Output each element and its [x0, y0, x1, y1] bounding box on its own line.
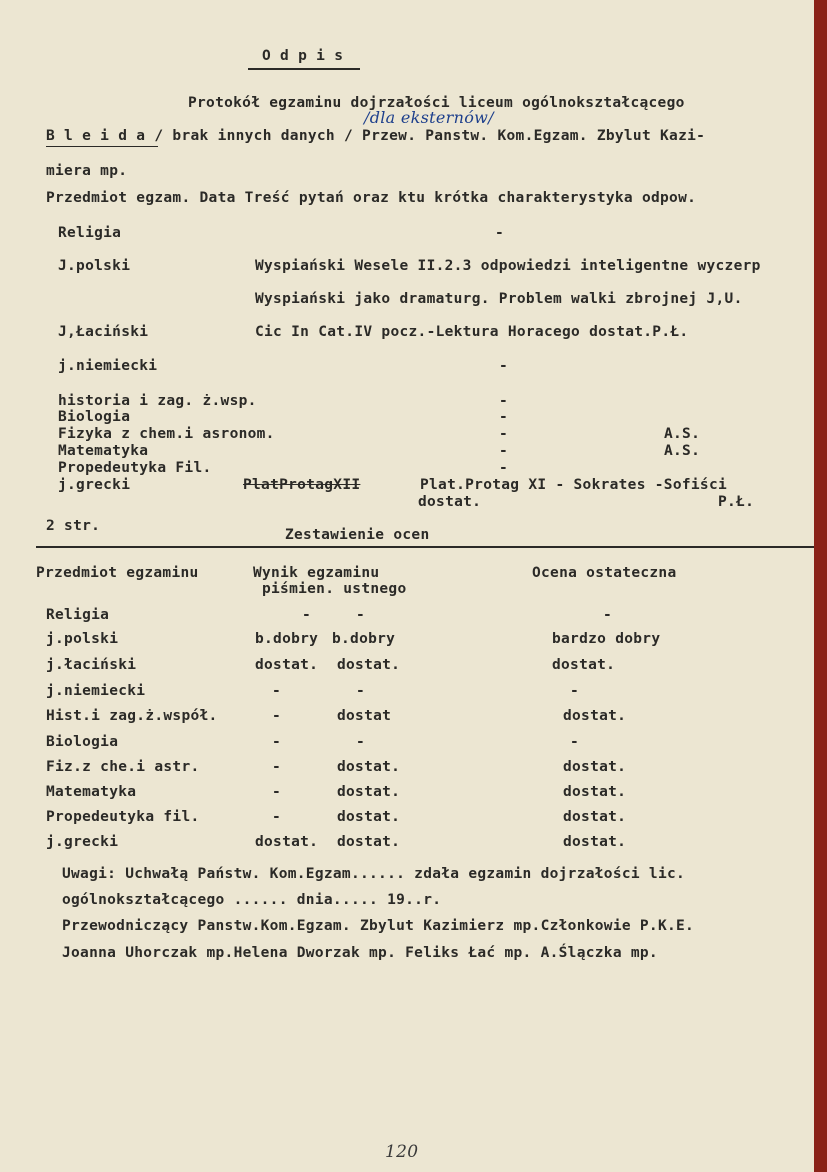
grade-final: dostat. — [563, 809, 627, 825]
exam-row-subject: J,Łaciński — [58, 324, 149, 340]
grades-header-subject: Przedmiot egzaminu — [36, 565, 199, 581]
remarks-line: Joanna Uhorczak mp.Helena Dworzak mp. Feliks Łać mp. A.Ślączka mp. — [62, 945, 658, 961]
grade-subject: j.niemiecki — [46, 683, 146, 699]
page-marker: 2 str. — [46, 518, 101, 534]
grade-written: - — [272, 759, 282, 775]
grades-header-result: Wynik egzaminu — [253, 565, 380, 581]
grade-oral: dostat — [337, 708, 392, 724]
exam-row-content: - — [499, 426, 509, 442]
grade-written: dostat. — [255, 657, 319, 673]
grade-written: - — [302, 607, 312, 623]
exam-row-content: Plat.Protag XI - Sokrates -Sofiści — [420, 477, 728, 493]
grade-written: - — [272, 734, 282, 750]
grade-subject: j.grecki — [46, 834, 119, 850]
section-title: Zestawienie ocen — [285, 527, 430, 543]
grade-written: b.dobry — [255, 631, 319, 647]
header-line-2: miera mp. — [46, 163, 128, 179]
exam-row-content: Wyspiański Wesele II.2.3 odpowiedzi inteligentne wyczerp — [255, 258, 761, 274]
grade-subject: j.łaciński — [46, 657, 137, 673]
exam-row-content: - — [499, 460, 509, 476]
grade-subject: j.polski — [46, 631, 119, 647]
grade-final: - — [570, 734, 580, 750]
grade-written: - — [272, 784, 282, 800]
grade-written: - — [272, 708, 282, 724]
bleida-underline — [46, 146, 158, 147]
title-underline — [248, 68, 360, 70]
grade-oral: - — [356, 607, 366, 623]
exam-row-subject: Propedeutyka Fil. — [58, 460, 212, 476]
exam-row-content: - — [499, 409, 509, 425]
grade-final: - — [570, 683, 580, 699]
header-line-1: B l e i d a / brak innych danych / Przew. Panstw. Kom.Egzam. Zbylut Kazi- — [46, 128, 706, 144]
section-separator — [36, 546, 814, 548]
grade-oral: - — [356, 734, 366, 750]
grade-written: dostat. — [255, 834, 319, 850]
exam-row-content: - — [499, 443, 509, 459]
document-title: O d p i s — [262, 48, 344, 64]
grade-final: - — [603, 607, 613, 623]
exam-row-subject: historia i zag. ż.wsp. — [58, 393, 257, 409]
grade-oral: dostat. — [337, 809, 401, 825]
exam-row-subject: J.polski — [58, 258, 131, 274]
grade-oral: - — [356, 683, 366, 699]
exam-row-subject: j.grecki — [58, 477, 131, 493]
exam-row-content: Cic In Cat.IV pocz.-Lektura Horacego dostat.P.Ł. — [255, 324, 689, 340]
exam-row-content: - — [499, 358, 509, 374]
exam-row-subject: Religia — [58, 225, 122, 241]
exam-row-subject: j.niemiecki — [58, 358, 158, 374]
remarks-line: Uwagi: Uchwałą Państw. Kom.Egzam...... zdała egzamin dojrzałości lic. — [62, 866, 686, 882]
grade-subject: Biologia — [46, 734, 119, 750]
handwritten-note: /dla eksternów/ — [364, 108, 494, 127]
grade-written: - — [272, 683, 282, 699]
exam-row-note: P.Ł. — [718, 494, 755, 510]
grade-written: - — [272, 809, 282, 825]
grade-subject: Matematyka — [46, 784, 137, 800]
exam-row-content-continued: dostat. — [418, 494, 482, 510]
exam-row-content: - — [499, 393, 509, 409]
grade-final: dostat. — [563, 834, 627, 850]
remarks-line: Przewodniczący Panstw.Kom.Egzam. Zbylut Kazimierz mp.Członkowie P.K.E. — [62, 918, 695, 934]
exam-row-content: Wyspiański jako dramaturg. Problem walki zbrojnej J,U. — [255, 291, 743, 307]
grade-final: dostat. — [563, 708, 627, 724]
exam-row-content: - — [495, 225, 505, 241]
exam-row-subject: Biologia — [58, 409, 131, 425]
grades-header-result-sub: piśmien. ustnego — [262, 581, 407, 597]
grade-subject: Hist.i zag.ż.współ. — [46, 708, 218, 724]
exam-row-subject: Fizyka z chem.i asronom. — [58, 426, 275, 442]
page-number: 120 — [385, 1142, 419, 1162]
grade-oral: dostat. — [337, 784, 401, 800]
exam-row-note: A.S. — [664, 443, 701, 459]
grade-oral: dostat. — [337, 834, 401, 850]
grade-oral: dostat. — [337, 657, 401, 673]
exam-column-headers: Przedmiot egzam. Data Treść pytań oraz ktu krótka charakterystyka odpow. — [46, 190, 697, 206]
grade-final: bardzo dobry — [552, 631, 661, 647]
grade-oral: b.dobry — [332, 631, 396, 647]
exam-row-note: A.S. — [664, 426, 701, 442]
grades-header-final: Ocena ostateczna — [532, 565, 677, 581]
grade-final: dostat. — [563, 784, 627, 800]
grade-oral: dostat. — [337, 759, 401, 775]
grade-final: dostat. — [552, 657, 616, 673]
remarks-line: ogólnokształcącego ...... dnia..... 19..r. — [62, 892, 442, 908]
grade-subject: Propedeutyka fil. — [46, 809, 200, 825]
grade-final: dostat. — [563, 759, 627, 775]
document-subtitle: Protokół egzaminu dojrzałości liceum ogólnokształcącego — [188, 95, 685, 111]
struck-text: PlatProtagXII — [243, 477, 361, 493]
grade-subject: Fiz.z che.i astr. — [46, 759, 200, 775]
grade-subject: Religia — [46, 607, 110, 623]
exam-row-subject: Matematyka — [58, 443, 149, 459]
